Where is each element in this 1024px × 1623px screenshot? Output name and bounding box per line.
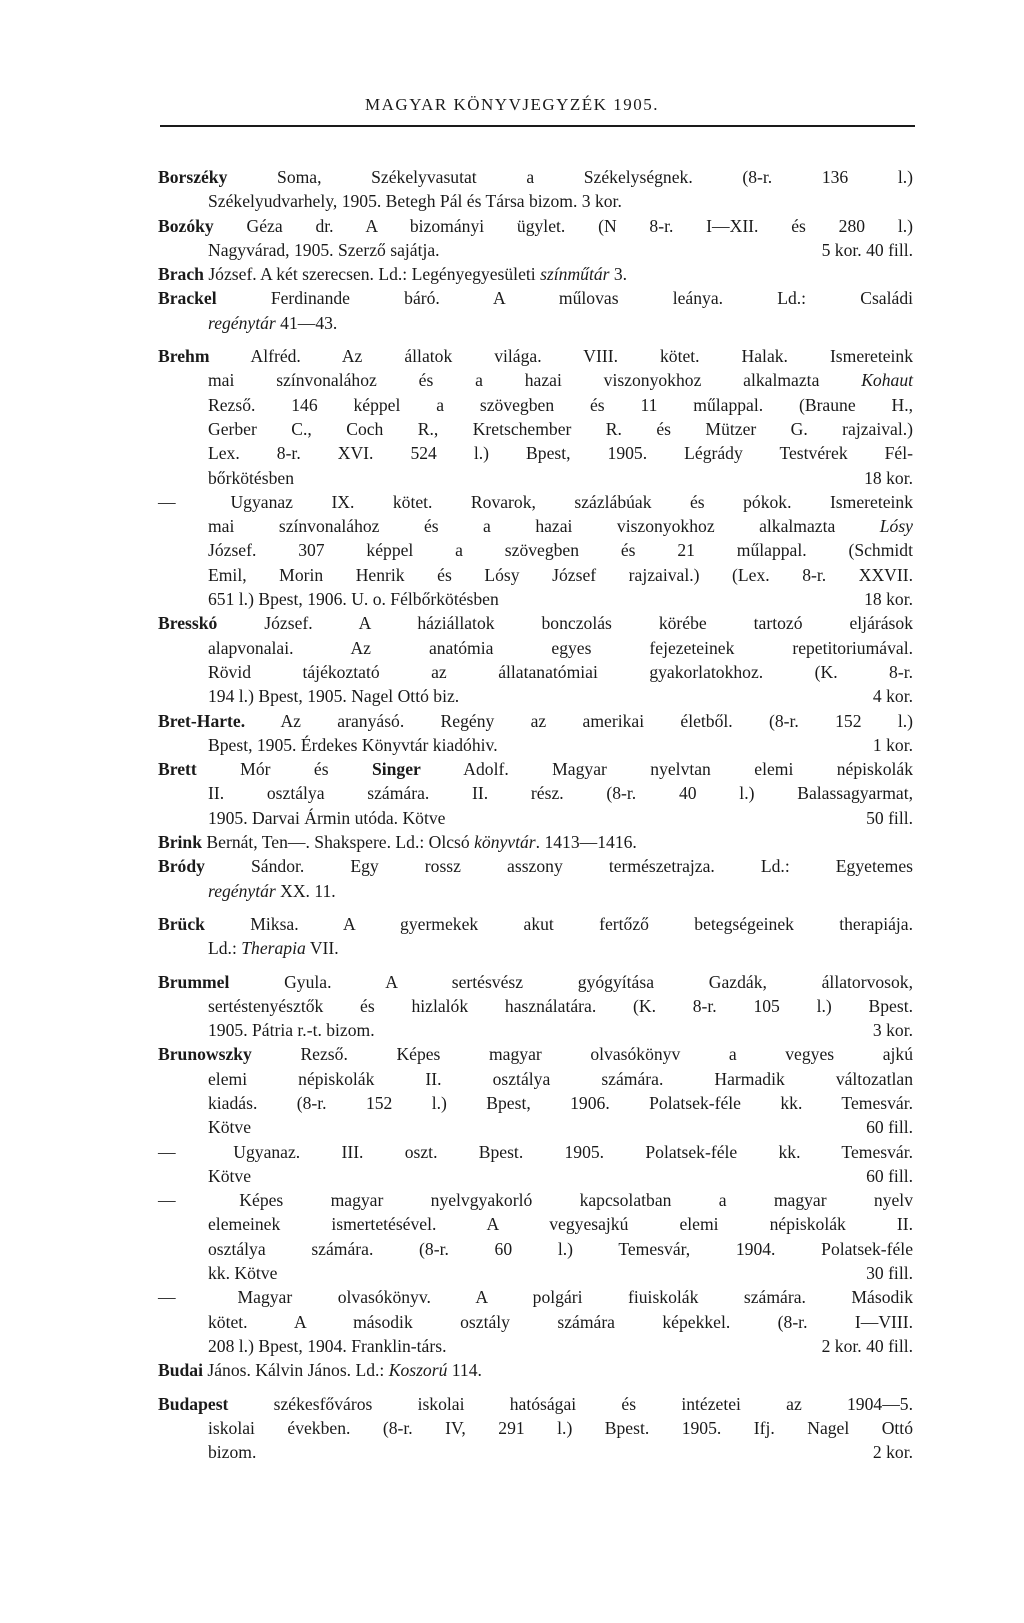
catalog-entry <box>158 709 913 758</box>
entry-line <box>158 709 913 733</box>
entry-line <box>158 1164 913 1188</box>
entry-line <box>158 757 913 781</box>
line-body <box>208 938 339 958</box>
entry-line <box>158 1358 913 1382</box>
author-name: Bozóky <box>158 215 214 236</box>
line-body <box>158 1044 913 1064</box>
line-body <box>208 1214 913 1234</box>
author-name: Brink <box>158 832 203 853</box>
line-body <box>158 288 913 308</box>
line-body <box>158 613 913 633</box>
entry-text: 1905. Darvai Ármin utóda. Kötve <box>208 807 446 828</box>
entry-text: Képes magyar nyelvgyakorló kapcsolatban a magyar nyelv <box>192 1190 913 1211</box>
entry-line <box>158 684 913 708</box>
line-body <box>208 516 913 536</box>
line-body <box>208 1312 913 1332</box>
entry-text: kötet. A második osztály számára képekkel. (8-r. I—VIII. <box>208 1311 913 1332</box>
line-body <box>158 1190 913 1210</box>
entry-line <box>158 636 913 660</box>
line-body <box>158 914 913 934</box>
entry-line <box>158 311 913 335</box>
entry-line <box>158 1237 913 1261</box>
line-body <box>208 419 913 439</box>
line-body <box>208 1115 251 1139</box>
entry-text: Bernát, Ten—. Shakspere. Ld.: Olcsó <box>202 832 475 853</box>
entry-text: elemeinek ismertetésével. A vegyesajkú elemi népiskolák II. <box>208 1214 913 1235</box>
catalog-entry <box>158 854 913 903</box>
entry-text: Lex. 8-r. XVI. 524 l.) Bpest, 1905. Légrády Testvérek Fél- <box>208 443 913 464</box>
line-body <box>208 684 459 708</box>
entry-line <box>158 1212 913 1236</box>
entry-line <box>158 1261 913 1285</box>
entry-line <box>158 262 913 286</box>
entry-text: XX. 11. <box>275 880 336 901</box>
entry-text: Ld.: <box>208 938 242 959</box>
line-body <box>208 733 498 757</box>
price: 2 kor. 40 fill. <box>821 1335 913 1356</box>
entry-text: Gyula. A sertésvész gyógyítása Gazdák, állatorvosok, <box>229 971 913 992</box>
line-body <box>208 783 913 803</box>
author-name: Brach <box>158 264 204 285</box>
entry-text: Emil, Morin Henrik és Lósy József rajzaival.) (Lex. 8-r. XXVII. <box>208 564 913 585</box>
entry-text: János. Kálvin János. Ld.: <box>203 1360 389 1381</box>
entry-text: sertéstenyésztők és hizlalók használatára. (K. 8-r. 105 l.) Bpest. <box>208 995 913 1016</box>
entry-line <box>158 286 913 310</box>
catalog-entry <box>158 830 913 854</box>
entry-line <box>158 660 913 684</box>
entry-text: 194 l.) Bpest, 1905. Nagel Ottó biz. <box>208 686 460 707</box>
price: 1 kor. <box>872 734 913 755</box>
catalog-entry <box>158 1392 913 1465</box>
line-body <box>158 1360 482 1380</box>
line-body <box>158 167 913 187</box>
entry-text: . 1413—1416. <box>535 832 637 853</box>
catalog-entry <box>158 912 913 961</box>
entry-text: József. A háziállatok bonczolás körébe tartozó eljárások <box>217 613 913 634</box>
author-name: Brunowszky <box>158 1044 252 1065</box>
entry-line <box>158 238 913 262</box>
entry-line <box>158 1140 913 1164</box>
entry-text: József. 307 képpel a szövegben és 21 műlappal. (Schmidt <box>208 540 913 561</box>
entry-line <box>158 781 913 805</box>
author-name: Bresskó <box>158 613 218 634</box>
entry-text: 114. <box>447 1360 482 1381</box>
entry-text: elemi népiskolák II. osztálya számára. Harmadik változatlan <box>208 1068 913 1089</box>
catalog-entry <box>158 970 913 1043</box>
entry-line <box>158 854 913 878</box>
price: 18 kor. <box>864 589 913 610</box>
entry-text: II. osztálya számára. II. rész. (8-r. 40 l.) Balassagyarmat, <box>208 783 913 804</box>
entry-line <box>158 214 913 238</box>
catalog-entry <box>158 214 913 263</box>
catalog-entry <box>158 611 913 708</box>
repeat-dash: — <box>158 1141 176 1162</box>
line-body <box>208 191 622 211</box>
line-body <box>208 565 913 585</box>
entry-line <box>158 393 913 417</box>
line-body <box>158 346 913 366</box>
series-title: Therapia <box>241 938 306 959</box>
author-name: Brackel <box>158 288 217 309</box>
entry-text: Ugyanaz IX. kötet. Rovarok, százlábúak és pókok. Ismereteink <box>192 491 913 512</box>
catalog-entry <box>158 757 913 830</box>
entry-text: alapvonalai. Az anatómia egyes fejezeteinek repetitoriumával. <box>208 637 913 658</box>
series-title: regénytár <box>208 312 276 333</box>
entry-line <box>158 1334 913 1358</box>
entry-line <box>158 490 913 514</box>
entry-line <box>158 538 913 562</box>
price: 4 kor. <box>872 686 913 707</box>
running-head: MAGYAR KÖNYVJEGYZÉK 1905. <box>365 95 659 114</box>
entry-line <box>158 970 913 994</box>
entry-line <box>158 1018 913 1042</box>
repeat-dash: — <box>158 1190 176 1211</box>
catalog-entry <box>158 1140 913 1189</box>
entry-text: Kötve <box>208 1117 251 1138</box>
line-body <box>208 395 913 415</box>
entry-text: bizom. <box>208 1442 257 1463</box>
price: 60 fill. <box>866 1117 913 1138</box>
author-name: Budapest <box>158 1393 229 1414</box>
entry-text: Mór és <box>196 759 372 780</box>
entry-line <box>158 514 913 538</box>
catalog-entry <box>158 286 913 335</box>
entry-text: Rövid tájékoztató az állatanatómiai gyakorlatokhoz. (K. 8-r. <box>208 661 913 682</box>
entry-line <box>158 344 913 368</box>
line-body <box>208 540 913 560</box>
entry-line <box>158 1310 913 1334</box>
repeat-dash: — <box>158 1287 176 1308</box>
price: 50 fill. <box>866 807 913 828</box>
entry-line <box>158 611 913 635</box>
series-title: Koszorú <box>388 1360 448 1381</box>
line-body <box>208 370 913 390</box>
entry-line <box>158 189 913 213</box>
entry-line <box>158 994 913 1018</box>
line-body <box>158 711 913 731</box>
entry-text: Bpest, 1905. Érdekes Könyvtár kiadóhiv. <box>208 734 498 755</box>
line-body <box>158 856 913 876</box>
entry-line <box>158 733 913 757</box>
entry-line <box>158 879 913 903</box>
entry-text: kk. Kötve <box>208 1263 278 1284</box>
line-body <box>208 806 445 830</box>
price: 5 kor. 40 fill. <box>821 239 913 260</box>
price: 2 kor. <box>872 1442 913 1463</box>
price: 30 fill. <box>866 1263 913 1284</box>
catalog-entry <box>158 344 913 490</box>
series-title: színműtár <box>540 264 610 285</box>
author-name: Bret-Harte. <box>158 710 246 731</box>
entry-line <box>158 1115 913 1139</box>
entry-line <box>158 1440 913 1464</box>
entry-text: Ferdinande báró. A műlovas leánya. Ld.: Családi <box>216 288 913 309</box>
line-body <box>208 238 440 262</box>
series-title: Kohaut <box>861 370 913 391</box>
entry-line <box>158 936 913 960</box>
line-body <box>208 1239 913 1259</box>
line-body <box>158 1142 913 1162</box>
catalog-entry <box>158 1358 913 1382</box>
entry-list <box>158 165 913 1464</box>
entry-text: székesfőváros iskolai hatóságai és intézetei az 1904—5. <box>228 1393 913 1414</box>
line-body <box>208 638 913 658</box>
entry-line <box>158 1188 913 1212</box>
header-rule <box>160 125 915 127</box>
entry-line <box>158 1042 913 1066</box>
entry-text: Kötve <box>208 1165 251 1186</box>
entry-line <box>158 165 913 189</box>
entry-line <box>158 441 913 465</box>
entry-line <box>158 912 913 936</box>
entry-text: Soma, Székelyvasutat a Székelységnek. (8-r. 136 l.) <box>227 167 913 187</box>
entry-text: iskolai években. (8-r. IV, 291 l.) Bpest. 1905. Ifj. Nagel Ottó <box>208 1417 913 1438</box>
entry-text: Nagyvárad, 1905. Szerző sajátja. <box>208 239 440 260</box>
line-body <box>208 1093 913 1113</box>
line-body <box>158 832 637 852</box>
entry-text: Gerber C., Coch R., Kretschember R. és Mützer G. rajzaival.) <box>208 418 913 439</box>
author-name: Borszéky <box>158 167 228 187</box>
entry-line <box>158 563 913 587</box>
line-body <box>208 662 913 682</box>
entry-line <box>158 368 913 392</box>
author-name: Bródy <box>158 856 205 877</box>
entry-text: kiadás. (8-r. 152 l.) Bpest, 1906. Polatsek-féle kk. Temesvár. <box>208 1092 913 1113</box>
author-name: Budai <box>158 1360 203 1381</box>
entry-text: Sándor. Egy rossz asszony természetrajza. Ld.: Egyetemes <box>204 856 913 877</box>
entry-line <box>158 417 913 441</box>
line-body <box>208 1334 446 1358</box>
line-body <box>158 1287 913 1307</box>
line-body <box>208 1069 913 1089</box>
entry-text: 3. <box>609 264 628 285</box>
catalog-entry <box>158 1285 913 1358</box>
entry-text: mai színvonalához és a hazai viszonyokhoz alkalmazta <box>208 370 862 391</box>
author-name: Brück <box>158 913 205 934</box>
line-body <box>208 587 499 611</box>
catalog-entry <box>158 1042 913 1139</box>
entry-text: 208 l.) Bpest, 1904. Franklin-társ. <box>208 1335 447 1356</box>
entry-text: Magyar olvasókönyv. A polgári fiuiskolák számára. Második <box>192 1287 913 1308</box>
line-body <box>208 313 337 333</box>
entry-text: 1905. Pátria r.-t. bizom. <box>208 1020 375 1041</box>
coauthor-name: Singer <box>371 759 421 780</box>
entry-line <box>158 806 913 830</box>
price: 3 kor. <box>872 1020 913 1041</box>
author-name: Brehm <box>158 346 210 367</box>
price: 60 fill. <box>866 1165 913 1186</box>
catalog-entry <box>158 262 913 286</box>
entry-line <box>158 1392 913 1416</box>
line-body <box>208 996 913 1016</box>
line-body <box>158 759 913 779</box>
entry-line <box>158 587 913 611</box>
line-body <box>208 1164 251 1188</box>
line-body <box>208 1018 375 1042</box>
line-body <box>208 1440 256 1464</box>
line-body <box>208 881 336 901</box>
entry-line <box>158 466 913 490</box>
line-body <box>158 492 913 512</box>
entry-text: Miksa. A gyermekek akut fertőző betegségeinek therapiája. <box>204 913 913 934</box>
entry-text: Adolf. Magyar nyelvtan elemi népiskolák <box>420 759 913 780</box>
line-body <box>158 1394 913 1414</box>
line-body <box>208 466 294 490</box>
author-name: Brummel <box>158 971 230 992</box>
line-body <box>208 1261 277 1285</box>
entry-line <box>158 1285 913 1309</box>
entry-text: Ugyanaz. III. oszt. Bpest. 1905. Polatsek-féle kk. Temesvár. <box>192 1141 913 1162</box>
entry-line <box>158 830 913 854</box>
entry-text: Alfréd. Az állatok világa. VIII. kötet. Halak. Ismereteink <box>209 346 913 367</box>
entry-text: Géza dr. A bizományi ügylet. (N 8-r. I—XII. és 280 l.) <box>213 215 913 236</box>
entry-text: osztálya számára. (8-r. 60 l.) Temesvár, 1904. Polatsek-féle <box>208 1238 913 1259</box>
line-body <box>208 1418 913 1438</box>
series-title: regénytár <box>208 880 276 901</box>
catalog-entry <box>158 1188 913 1285</box>
entry-line <box>158 1416 913 1440</box>
author-name: Brett <box>158 759 197 780</box>
entry-text: Rezső. Képes magyar olvasókönyv a vegyes ajkú <box>251 1044 913 1065</box>
entry-text: Székelyudvarhely, 1905. Betegh Pál és Társa bizom. 3 kor. <box>208 191 622 212</box>
entry-text: bőrkötésben <box>208 467 294 488</box>
line-body <box>158 264 627 284</box>
repeat-dash: — <box>158 491 176 512</box>
series-title: könyvtár <box>474 832 536 853</box>
line-body <box>158 972 913 992</box>
series-title: Lósy <box>879 516 913 537</box>
line-body <box>158 216 913 236</box>
catalog-entry <box>158 165 913 214</box>
catalog-entry <box>158 490 913 611</box>
entry-text: Az aranyásó. Regény az amerikai életből. (8-r. 152 l.) <box>245 710 913 731</box>
entry-line <box>158 1067 913 1091</box>
entry-text: József. A két szerecsen. Ld.: Legényegyesületi <box>203 264 541 285</box>
entry-text: mai színvonalához és a hazai viszonyokhoz alkalmazta <box>208 516 880 537</box>
entry-text: VII. <box>305 938 339 959</box>
price: 18 kor. <box>864 467 913 488</box>
line-body <box>208 443 913 463</box>
entry-text: Rezső. 146 képpel a szövegben és 11 műlappal. (Braune H., <box>208 394 913 415</box>
entry-text: 651 l.) Bpest, 1906. U. o. Félbőrkötésben <box>208 589 499 610</box>
entry-line <box>158 1091 913 1115</box>
entry-text: 41—43. <box>275 312 338 333</box>
